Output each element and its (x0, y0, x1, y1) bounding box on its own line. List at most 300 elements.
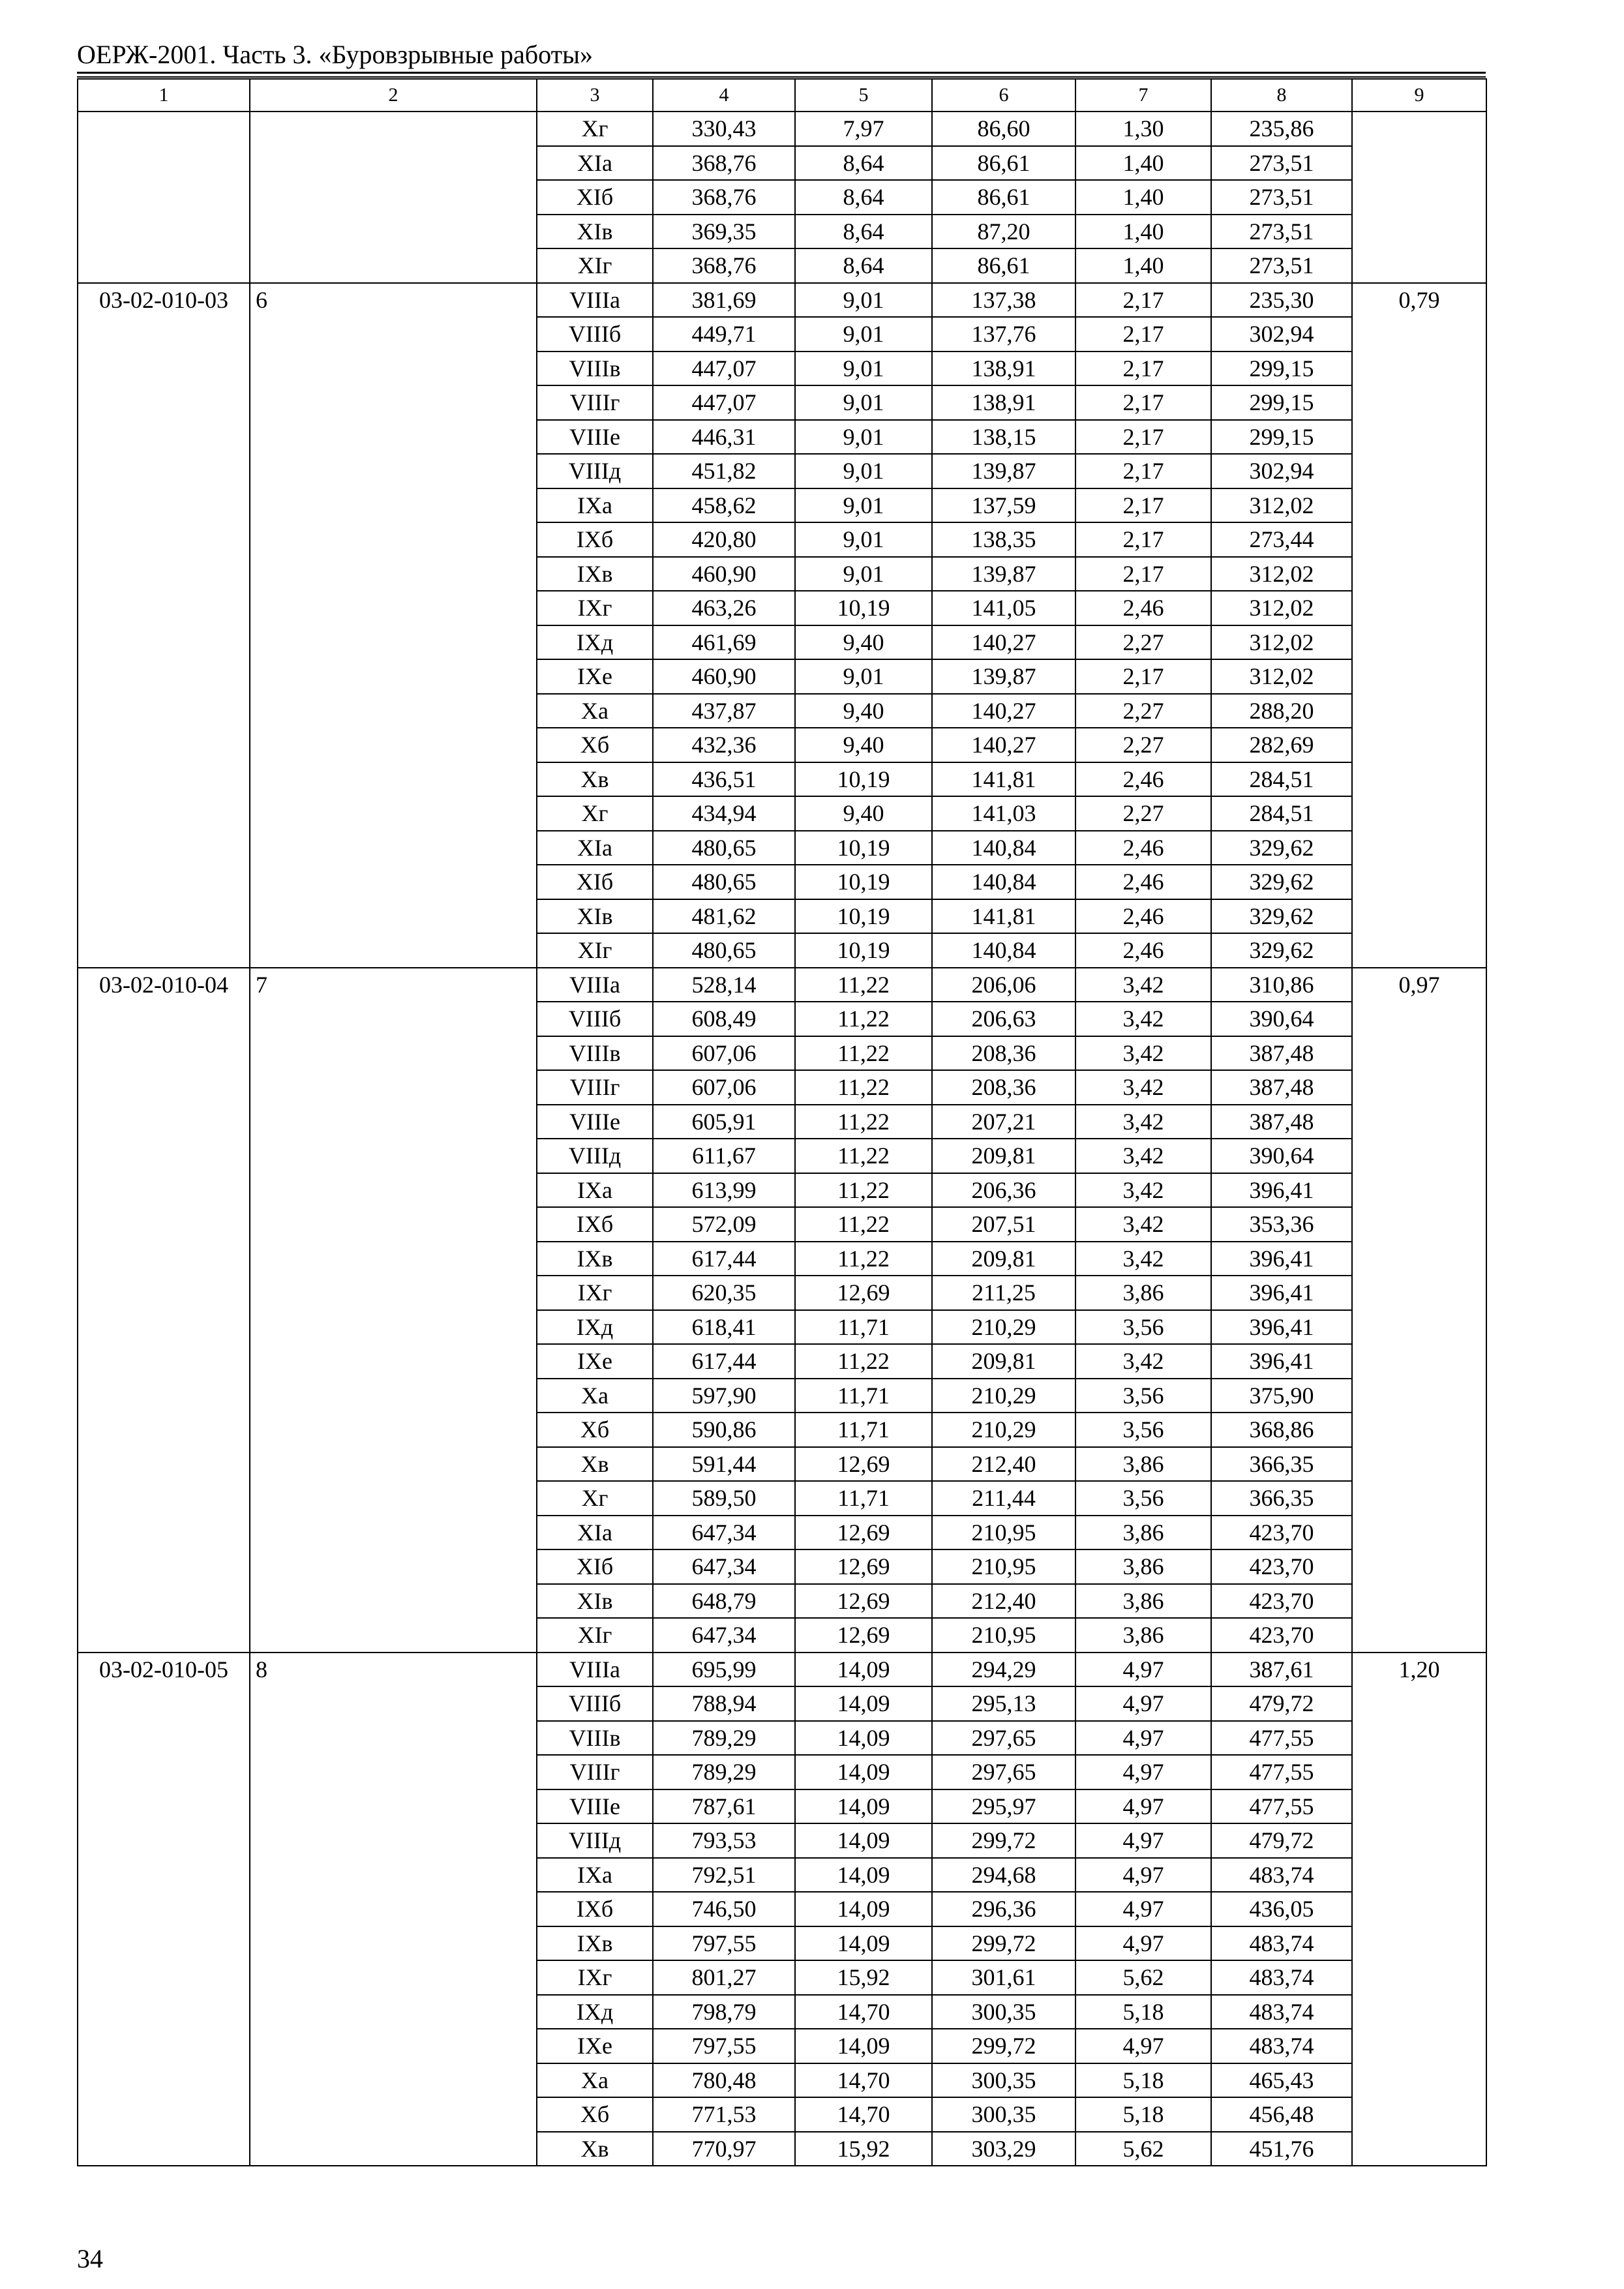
cell-coefficient (1352, 1618, 1486, 1653)
col-number-3: 3 (537, 79, 653, 112)
cell-col-3: Xв (537, 2132, 653, 2166)
cell-col-5: 9,01 (795, 385, 932, 420)
cell-col-7: 2,27 (1075, 796, 1211, 831)
table-row (78, 1173, 1486, 1208)
cell-code (78, 1242, 250, 1276)
cell-col-8: 479,72 (1211, 1686, 1352, 1721)
cell-col-4: 605,91 (653, 1105, 795, 1139)
cell-col-6: 206,63 (932, 1002, 1075, 1036)
cell-col-5: 12,69 (795, 1516, 932, 1550)
cell-col-4: 797,55 (653, 2029, 795, 2063)
cell-number (250, 1926, 537, 1961)
cell-code (78, 557, 250, 591)
cell-col-6: 139,87 (932, 454, 1075, 488)
table-row (78, 1960, 1486, 1995)
cell-number: 6 (250, 283, 537, 318)
cell-col-3: IXа (537, 1858, 653, 1893)
cell-coefficient (1352, 796, 1486, 831)
rates-table (77, 78, 1487, 2166)
cell-col-6: 138,91 (932, 385, 1075, 420)
cell-col-7: 2,46 (1075, 899, 1211, 934)
cell-col-5: 9,01 (795, 659, 932, 694)
cell-col-8: 366,35 (1211, 1481, 1352, 1516)
cell-coefficient (1352, 146, 1486, 181)
cell-col-5: 11,22 (795, 1139, 932, 1173)
cell-col-4: 369,35 (653, 215, 795, 249)
cell-col-7: 4,97 (1075, 1789, 1211, 1824)
cell-col-3: IXв (537, 1242, 653, 1276)
cell-col-6: 208,36 (932, 1070, 1075, 1105)
cell-col-5: 11,22 (795, 1242, 932, 1276)
cell-col-5: 12,69 (795, 1584, 932, 1619)
cell-number (250, 454, 537, 488)
cell-code: 03-02-010-03 (78, 283, 250, 318)
cell-code (78, 694, 250, 728)
cell-code (78, 1789, 250, 1824)
cell-col-6: 137,59 (932, 488, 1075, 523)
cell-code (78, 454, 250, 488)
cell-coefficient (1352, 1549, 1486, 1584)
table-row (78, 2097, 1486, 2132)
cell-col-8: 235,86 (1211, 112, 1352, 146)
cell-col-8: 451,76 (1211, 2132, 1352, 2166)
cell-col-3: XIа (537, 1516, 653, 1550)
cell-code (78, 899, 250, 934)
cell-col-8: 396,41 (1211, 1310, 1352, 1345)
cell-code (78, 591, 250, 625)
cell-number (250, 180, 537, 215)
cell-code (78, 728, 250, 762)
cell-col-8: 312,02 (1211, 625, 1352, 660)
cell-coefficient (1352, 1105, 1486, 1139)
cell-number (250, 112, 537, 146)
table-body (78, 79, 1486, 2166)
cell-col-4: 447,07 (653, 385, 795, 420)
cell-col-3: VIIIг (537, 1755, 653, 1789)
cell-col-5: 9,01 (795, 283, 932, 318)
cell-col-6: 140,84 (932, 831, 1075, 865)
cell-col-4: 330,43 (653, 112, 795, 146)
table-row (78, 1242, 1486, 1276)
cell-col-4: 620,35 (653, 1276, 795, 1310)
cell-col-8: 483,74 (1211, 2029, 1352, 2063)
cell-col-3: IXд (537, 625, 653, 660)
cell-col-4: 449,71 (653, 317, 795, 352)
table-row (78, 728, 1486, 762)
cell-col-4: 434,94 (653, 796, 795, 831)
cell-col-3: VIIIд (537, 1139, 653, 1173)
cell-col-6: 141,03 (932, 796, 1075, 831)
cell-col-6: 212,40 (932, 1584, 1075, 1619)
col-number-5: 5 (795, 79, 932, 112)
cell-col-7: 3,42 (1075, 1139, 1211, 1173)
cell-col-5: 10,19 (795, 591, 932, 625)
cell-number (250, 2132, 537, 2166)
cell-col-7: 1,40 (1075, 180, 1211, 215)
cell-col-3: VIIIб (537, 1002, 653, 1036)
cell-code (78, 385, 250, 420)
cell-col-4: 789,29 (653, 1755, 795, 1789)
cell-col-5: 14,09 (795, 1823, 932, 1858)
cell-col-4: 801,27 (653, 1960, 795, 1995)
cell-col-3: XIб (537, 1549, 653, 1584)
cell-code (78, 1002, 250, 1036)
table-row (78, 1447, 1486, 1482)
cell-col-8: 329,62 (1211, 865, 1352, 899)
cell-col-4: 436,51 (653, 762, 795, 797)
cell-col-6: 140,84 (932, 933, 1075, 968)
cell-col-4: 437,87 (653, 694, 795, 728)
cell-col-7: 3,42 (1075, 968, 1211, 1002)
cell-coefficient (1352, 625, 1486, 660)
cell-code (78, 1070, 250, 1105)
table-row (78, 248, 1486, 283)
cell-coefficient (1352, 1960, 1486, 1995)
cell-number (250, 1002, 537, 1036)
cell-col-5: 9,01 (795, 420, 932, 455)
cell-col-3: VIIIг (537, 385, 653, 420)
cell-col-7: 3,56 (1075, 1379, 1211, 1413)
cell-col-4: 420,80 (653, 522, 795, 557)
cell-col-4: 597,90 (653, 1379, 795, 1413)
cell-col-5: 10,19 (795, 831, 932, 865)
cell-col-3: VIIIе (537, 1105, 653, 1139)
table-row (78, 2029, 1486, 2063)
cell-col-8: 284,51 (1211, 796, 1352, 831)
cell-code (78, 1173, 250, 1208)
cell-code (78, 2029, 250, 2063)
cell-col-3: VIIIв (537, 352, 653, 386)
cell-coefficient (1352, 1721, 1486, 1756)
cell-number (250, 1276, 537, 1310)
cell-col-7: 2,17 (1075, 352, 1211, 386)
cell-code (78, 488, 250, 523)
cell-coefficient (1352, 1207, 1486, 1242)
cell-col-6: 299,72 (932, 2029, 1075, 2063)
cell-coefficient (1352, 1584, 1486, 1619)
table-row (78, 1926, 1486, 1961)
cell-col-5: 10,19 (795, 865, 932, 899)
cell-col-4: 480,65 (653, 831, 795, 865)
cell-col-6: 207,51 (932, 1207, 1075, 1242)
table-row (78, 1070, 1486, 1105)
cell-number (250, 1995, 537, 2029)
cell-number (250, 1173, 537, 1208)
col-number-6: 6 (932, 79, 1075, 112)
cell-col-6: 210,95 (932, 1618, 1075, 1653)
cell-col-8: 423,70 (1211, 1549, 1352, 1584)
cell-col-8: 273,51 (1211, 146, 1352, 181)
cell-coefficient (1352, 2029, 1486, 2063)
table-row (78, 899, 1486, 934)
cell-col-5: 14,09 (795, 1789, 932, 1824)
cell-coefficient (1352, 2097, 1486, 2132)
cell-code (78, 865, 250, 899)
table-row (78, 146, 1486, 181)
cell-coefficient (1352, 899, 1486, 934)
cell-coefficient (1352, 1892, 1486, 1926)
table-row (78, 1653, 1486, 1687)
cell-col-7: 4,97 (1075, 1926, 1211, 1961)
cell-number (250, 1344, 537, 1379)
cell-col-8: 288,20 (1211, 694, 1352, 728)
cell-col-5: 9,40 (795, 694, 932, 728)
cell-col-8: 387,48 (1211, 1105, 1352, 1139)
cell-number (250, 865, 537, 899)
cell-number: 7 (250, 968, 537, 1002)
page-number: 34 (77, 2244, 103, 2273)
cell-code (78, 215, 250, 249)
cell-coefficient (1352, 1447, 1486, 1482)
cell-col-6: 140,27 (932, 728, 1075, 762)
cell-col-3: IXв (537, 557, 653, 591)
cell-col-3: XIа (537, 831, 653, 865)
cell-col-6: 211,44 (932, 1481, 1075, 1516)
cell-number (250, 1858, 537, 1893)
table-row (78, 2063, 1486, 2098)
cell-col-5: 9,40 (795, 728, 932, 762)
cell-col-7: 1,30 (1075, 112, 1211, 146)
cell-col-6: 295,13 (932, 1686, 1075, 1721)
cell-col-8: 329,62 (1211, 899, 1352, 934)
cell-col-3: IXг (537, 1960, 653, 1995)
cell-col-5: 11,22 (795, 1207, 932, 1242)
cell-col-7: 3,86 (1075, 1618, 1211, 1653)
cell-code (78, 1481, 250, 1516)
cell-number (250, 899, 537, 934)
cell-col-7: 2,17 (1075, 522, 1211, 557)
cell-coefficient (1352, 694, 1486, 728)
table-row (78, 1686, 1486, 1721)
cell-col-4: 780,48 (653, 2063, 795, 2098)
cell-col-7: 1,40 (1075, 146, 1211, 181)
cell-code (78, 1686, 250, 1721)
table-row (78, 420, 1486, 455)
cell-coefficient (1352, 1481, 1486, 1516)
cell-col-5: 9,40 (795, 625, 932, 660)
cell-col-4: 368,76 (653, 146, 795, 181)
cell-col-8: 353,36 (1211, 1207, 1352, 1242)
cell-col-4: 451,82 (653, 454, 795, 488)
cell-col-8: 299,15 (1211, 420, 1352, 455)
cell-col-7: 2,17 (1075, 488, 1211, 523)
cell-col-7: 3,42 (1075, 1242, 1211, 1276)
cell-col-6: 303,29 (932, 2132, 1075, 2166)
cell-col-5: 14,70 (795, 2097, 932, 2132)
cell-code (78, 1036, 250, 1071)
cell-col-3: VIIIв (537, 1721, 653, 1756)
cell-number (250, 317, 537, 352)
cell-col-3: Xг (537, 1481, 653, 1516)
cell-col-5: 14,09 (795, 1858, 932, 1893)
cell-col-5: 10,19 (795, 933, 932, 968)
cell-number (250, 1242, 537, 1276)
cell-coefficient (1352, 1344, 1486, 1379)
cell-col-3: IXг (537, 591, 653, 625)
cell-col-7: 2,27 (1075, 728, 1211, 762)
cell-coefficient (1352, 1516, 1486, 1550)
cell-code (78, 1755, 250, 1789)
cell-number (250, 1516, 537, 1550)
table-row (78, 1823, 1486, 1858)
cell-col-7: 5,18 (1075, 2097, 1211, 2132)
col-number-8: 8 (1211, 79, 1352, 112)
cell-number (250, 1207, 537, 1242)
cell-col-4: 613,99 (653, 1173, 795, 1208)
cell-number (250, 728, 537, 762)
cell-number (250, 557, 537, 591)
cell-col-8: 273,44 (1211, 522, 1352, 557)
table-row (78, 865, 1486, 899)
cell-coefficient (1352, 1926, 1486, 1961)
cell-code (78, 1995, 250, 2029)
table-row (78, 454, 1486, 488)
cell-coefficient: 0,79 (1352, 283, 1486, 318)
cell-col-8: 436,05 (1211, 1892, 1352, 1926)
cell-col-4: 617,44 (653, 1344, 795, 1379)
cell-col-7: 2,46 (1075, 591, 1211, 625)
table-row (78, 762, 1486, 797)
cell-code (78, 1926, 250, 1961)
cell-col-7: 2,17 (1075, 385, 1211, 420)
cell-col-5: 12,69 (795, 1276, 932, 1310)
cell-col-4: 381,69 (653, 283, 795, 318)
cell-col-8: 282,69 (1211, 728, 1352, 762)
cell-col-6: 86,60 (932, 112, 1075, 146)
cell-col-6: 294,68 (932, 1858, 1075, 1893)
cell-col-7: 3,42 (1075, 1002, 1211, 1036)
col-number-1: 1 (78, 79, 250, 112)
cell-col-6: 210,29 (932, 1413, 1075, 1447)
cell-col-4: 458,62 (653, 488, 795, 523)
cell-col-3: IXг (537, 1276, 653, 1310)
cell-col-8: 368,86 (1211, 1413, 1352, 1447)
cell-col-3: IXб (537, 1892, 653, 1926)
cell-col-5: 10,19 (795, 899, 932, 934)
cell-col-8: 390,64 (1211, 1139, 1352, 1173)
cell-col-7: 2,17 (1075, 659, 1211, 694)
cell-number (250, 1481, 537, 1516)
cell-col-6: 206,36 (932, 1173, 1075, 1208)
cell-col-4: 611,67 (653, 1139, 795, 1173)
cell-col-8: 396,41 (1211, 1173, 1352, 1208)
cell-col-5: 8,64 (795, 248, 932, 283)
cell-code: 03-02-010-04 (78, 968, 250, 1002)
cell-code (78, 248, 250, 283)
cell-coefficient (1352, 728, 1486, 762)
cell-number (250, 1789, 537, 1824)
cell-col-4: 771,53 (653, 2097, 795, 2132)
cell-col-5: 14,09 (795, 2029, 932, 2063)
cell-col-8: 387,48 (1211, 1036, 1352, 1071)
cell-col-6: 294,29 (932, 1653, 1075, 1687)
cell-coefficient (1352, 762, 1486, 797)
cell-col-4: 793,53 (653, 1823, 795, 1858)
cell-number (250, 1584, 537, 1619)
cell-col-7: 3,42 (1075, 1105, 1211, 1139)
cell-col-3: VIIIд (537, 454, 653, 488)
cell-col-8: 312,02 (1211, 488, 1352, 523)
cell-col-5: 9,01 (795, 317, 932, 352)
cell-col-6: 86,61 (932, 248, 1075, 283)
cell-col-8: 284,51 (1211, 762, 1352, 797)
header-rule-thin (77, 76, 1486, 78)
cell-number (250, 1105, 537, 1139)
cell-col-8: 302,94 (1211, 317, 1352, 352)
cell-col-7: 1,40 (1075, 248, 1211, 283)
cell-col-7: 5,62 (1075, 2132, 1211, 2166)
running-header: ОЕРЖ-2001. Часть 3. «Буровзрывные работы» (77, 40, 593, 69)
cell-col-4: 797,55 (653, 1926, 795, 1961)
cell-coefficient (1352, 1139, 1486, 1173)
cell-col-6: 140,27 (932, 694, 1075, 728)
cell-col-5: 12,69 (795, 1549, 932, 1584)
cell-col-4: 461,69 (653, 625, 795, 660)
cell-code (78, 1310, 250, 1345)
col-number-9: 9 (1352, 79, 1486, 112)
cell-code (78, 625, 250, 660)
cell-col-8: 329,62 (1211, 831, 1352, 865)
cell-code (78, 2097, 250, 2132)
cell-number (250, 831, 537, 865)
cell-col-5: 11,22 (795, 1105, 932, 1139)
cell-code (78, 112, 250, 146)
cell-col-5: 11,22 (795, 968, 932, 1002)
cell-col-7: 3,42 (1075, 1207, 1211, 1242)
cell-col-8: 273,51 (1211, 215, 1352, 249)
table-row (78, 968, 1486, 1002)
cell-col-5: 14,09 (795, 1686, 932, 1721)
cell-col-7: 2,17 (1075, 317, 1211, 352)
cell-col-7: 2,27 (1075, 694, 1211, 728)
cell-col-8: 310,86 (1211, 968, 1352, 1002)
cell-col-5: 11,71 (795, 1379, 932, 1413)
cell-code (78, 1447, 250, 1482)
cell-col-4: 447,07 (653, 352, 795, 386)
cell-col-6: 212,40 (932, 1447, 1075, 1482)
cell-col-6: 138,91 (932, 352, 1075, 386)
cell-col-3: VIIIе (537, 420, 653, 455)
cell-col-4: 607,06 (653, 1036, 795, 1071)
cell-number (250, 1310, 537, 1345)
cell-col-7: 2,46 (1075, 865, 1211, 899)
cell-col-8: 299,15 (1211, 385, 1352, 420)
cell-number (250, 659, 537, 694)
table-row (78, 488, 1486, 523)
cell-col-8: 366,35 (1211, 1447, 1352, 1482)
cell-col-3: VIIIа (537, 283, 653, 318)
cell-col-6: 206,06 (932, 968, 1075, 1002)
cell-col-6: 208,36 (932, 1036, 1075, 1071)
cell-col-6: 140,84 (932, 865, 1075, 899)
cell-coefficient (1352, 112, 1486, 146)
cell-code (78, 1618, 250, 1653)
cell-coefficient (1352, 454, 1486, 488)
cell-number (250, 1070, 537, 1105)
cell-coefficient (1352, 215, 1486, 249)
cell-col-7: 4,97 (1075, 1755, 1211, 1789)
cell-coefficient (1352, 488, 1486, 523)
cell-col-3: VIIIа (537, 1653, 653, 1687)
cell-col-8: 477,55 (1211, 1721, 1352, 1756)
cell-col-6: 211,25 (932, 1276, 1075, 1310)
table-row (78, 796, 1486, 831)
cell-col-6: 209,81 (932, 1139, 1075, 1173)
cell-number (250, 1447, 537, 1482)
cell-number (250, 1823, 537, 1858)
table-row (78, 591, 1486, 625)
cell-col-5: 14,09 (795, 1755, 932, 1789)
